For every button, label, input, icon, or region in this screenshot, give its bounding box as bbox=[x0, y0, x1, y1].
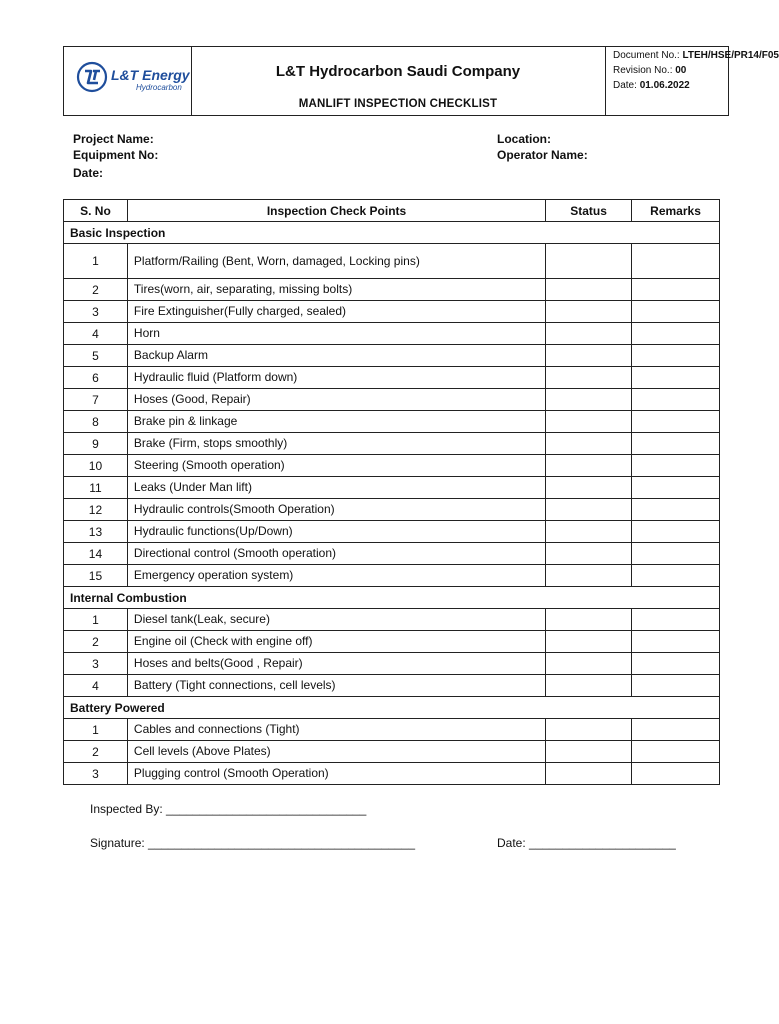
row-number: 13 bbox=[64, 521, 128, 543]
remarks-cell[interactable] bbox=[632, 719, 720, 741]
row-number: 4 bbox=[64, 675, 128, 697]
table-row bbox=[64, 455, 720, 477]
row-number: 7 bbox=[64, 389, 128, 411]
status-cell[interactable] bbox=[546, 543, 632, 565]
section-title: Internal Combustion bbox=[64, 587, 720, 609]
row-number: 15 bbox=[64, 565, 128, 587]
header-sno: S. No bbox=[64, 200, 128, 222]
document-control-cell bbox=[605, 47, 779, 115]
header-remarks: Remarks bbox=[632, 200, 720, 222]
logo-subtitle: Hydrocarbon bbox=[136, 83, 182, 92]
remarks-cell[interactable] bbox=[632, 609, 720, 631]
row-number: 3 bbox=[64, 653, 128, 675]
remarks-cell[interactable] bbox=[632, 279, 720, 301]
footer-date-field[interactable]: Date: ______________________ bbox=[497, 836, 676, 850]
status-cell[interactable] bbox=[546, 763, 632, 785]
row-number: 2 bbox=[64, 279, 128, 301]
status-cell[interactable] bbox=[546, 433, 632, 455]
remarks-cell[interactable] bbox=[632, 675, 720, 697]
remarks-cell[interactable] bbox=[632, 323, 720, 345]
table-row bbox=[64, 477, 720, 499]
header-status: Status bbox=[546, 200, 632, 222]
status-cell[interactable] bbox=[546, 499, 632, 521]
remarks-cell[interactable] bbox=[632, 653, 720, 675]
section-row bbox=[64, 587, 720, 609]
check-point: Steering (Smooth operation) bbox=[127, 455, 545, 477]
check-point: Hydraulic functions(Up/Down) bbox=[127, 521, 545, 543]
table-row bbox=[64, 323, 720, 345]
remarks-cell[interactable] bbox=[632, 477, 720, 499]
row-number: 1 bbox=[64, 609, 128, 631]
header-check-points: Inspection Check Points bbox=[127, 200, 545, 222]
remarks-cell[interactable] bbox=[632, 543, 720, 565]
row-number: 1 bbox=[64, 244, 128, 279]
check-point: Brake pin & linkage bbox=[127, 411, 545, 433]
operator-name-label: Operator Name: bbox=[497, 148, 588, 162]
table-row bbox=[64, 565, 720, 587]
status-cell[interactable] bbox=[546, 279, 632, 301]
section-title: Basic Inspection bbox=[64, 222, 720, 244]
row-number: 5 bbox=[64, 345, 128, 367]
table-row bbox=[64, 741, 720, 763]
date-label: Date: bbox=[73, 166, 104, 180]
status-cell[interactable] bbox=[546, 719, 632, 741]
table-row bbox=[64, 719, 720, 741]
lt-logo-icon bbox=[76, 61, 108, 93]
table-row bbox=[64, 367, 720, 389]
status-cell[interactable] bbox=[546, 675, 632, 697]
status-cell[interactable] bbox=[546, 653, 632, 675]
signature-field[interactable]: Signature: ________________________________________ bbox=[90, 836, 415, 850]
status-cell[interactable] bbox=[546, 741, 632, 763]
row-number: 2 bbox=[64, 631, 128, 653]
status-cell[interactable] bbox=[546, 367, 632, 389]
status-cell[interactable] bbox=[546, 389, 632, 411]
status-cell[interactable] bbox=[546, 345, 632, 367]
status-cell[interactable] bbox=[546, 521, 632, 543]
row-number: 4 bbox=[64, 323, 128, 345]
table-body bbox=[64, 222, 720, 785]
remarks-cell[interactable] bbox=[632, 521, 720, 543]
document-number: Document No.: LTEH/HSE/PR14/F05 bbox=[613, 50, 779, 61]
logo-brand: L&T Energy bbox=[111, 67, 190, 83]
project-name-label: Project Name: bbox=[73, 132, 154, 146]
table-row bbox=[64, 543, 720, 565]
row-number: 1 bbox=[64, 719, 128, 741]
remarks-cell[interactable] bbox=[632, 631, 720, 653]
check-point: Fire Extinguisher(Fully charged, sealed) bbox=[127, 301, 545, 323]
check-point: Battery (Tight connections, cell levels) bbox=[127, 675, 545, 697]
section-title: Battery Powered bbox=[64, 697, 720, 719]
remarks-cell[interactable] bbox=[632, 244, 720, 279]
row-number: 10 bbox=[64, 455, 128, 477]
status-cell[interactable] bbox=[546, 609, 632, 631]
check-point: Leaks (Under Man lift) bbox=[127, 477, 545, 499]
table-row bbox=[64, 279, 720, 301]
check-point: Directional control (Smooth operation) bbox=[127, 543, 545, 565]
check-point: Hoses (Good, Repair) bbox=[127, 389, 545, 411]
inspection-checklist-table bbox=[63, 199, 720, 785]
remarks-cell[interactable] bbox=[632, 499, 720, 521]
section-row bbox=[64, 222, 720, 244]
remarks-cell[interactable] bbox=[632, 301, 720, 323]
document-header bbox=[63, 46, 779, 116]
table-row bbox=[64, 411, 720, 433]
check-point: Hoses and belts(Good , Repair) bbox=[127, 653, 545, 675]
check-point: Cables and connections (Tight) bbox=[127, 719, 545, 741]
status-cell[interactable] bbox=[546, 631, 632, 653]
check-point: Diesel tank(Leak, secure) bbox=[127, 609, 545, 631]
row-number: 12 bbox=[64, 499, 128, 521]
row-number: 6 bbox=[64, 367, 128, 389]
table-header-row bbox=[64, 200, 720, 222]
check-point: Hydraulic fluid (Platform down) bbox=[127, 367, 545, 389]
table-row bbox=[64, 675, 720, 697]
row-number: 14 bbox=[64, 543, 128, 565]
check-point: Platform/Railing (Bent, Worn, damaged, Locking pins) bbox=[127, 244, 545, 279]
document-title: MANLIFT INSPECTION CHECKLIST bbox=[298, 98, 498, 110]
remarks-cell[interactable] bbox=[632, 565, 720, 587]
remarks-cell[interactable] bbox=[632, 345, 720, 367]
section-row bbox=[64, 697, 720, 719]
table-row bbox=[64, 521, 720, 543]
status-cell[interactable] bbox=[546, 244, 632, 279]
table-row bbox=[64, 433, 720, 455]
remarks-cell[interactable] bbox=[632, 411, 720, 433]
company-name: L&T Hydrocarbon Saudi Company bbox=[275, 63, 521, 80]
status-cell[interactable] bbox=[546, 301, 632, 323]
row-number: 3 bbox=[64, 301, 128, 323]
remarks-cell[interactable] bbox=[632, 367, 720, 389]
inspected-by-field[interactable]: Inspected By: ______________________________ bbox=[90, 802, 367, 816]
check-point: Emergency operation system) bbox=[127, 565, 545, 587]
row-number: 3 bbox=[64, 763, 128, 785]
table-row bbox=[64, 631, 720, 653]
table-row bbox=[64, 653, 720, 675]
location-label: Location: bbox=[497, 132, 551, 146]
logo-cell bbox=[64, 47, 192, 115]
revision-number: Revision No.: 00 bbox=[613, 65, 687, 76]
check-point: Hydraulic controls(Smooth Operation) bbox=[127, 499, 545, 521]
table-row bbox=[64, 301, 720, 323]
status-cell[interactable] bbox=[546, 411, 632, 433]
table-row bbox=[64, 763, 720, 785]
check-point: Tires(worn, air, separating, missing bolts) bbox=[127, 279, 545, 301]
remarks-cell[interactable] bbox=[632, 741, 720, 763]
status-cell[interactable] bbox=[546, 455, 632, 477]
check-point: Backup Alarm bbox=[127, 345, 545, 367]
check-point: Engine oil (Check with engine off) bbox=[127, 631, 545, 653]
row-number: 9 bbox=[64, 433, 128, 455]
status-cell[interactable] bbox=[546, 323, 632, 345]
remarks-cell[interactable] bbox=[632, 455, 720, 477]
status-cell[interactable] bbox=[546, 477, 632, 499]
table-row bbox=[64, 244, 720, 279]
table-row bbox=[64, 345, 720, 367]
title-cell bbox=[191, 47, 606, 115]
table-row bbox=[64, 609, 720, 631]
table-row bbox=[64, 499, 720, 521]
row-number: 8 bbox=[64, 411, 128, 433]
row-number: 11 bbox=[64, 477, 128, 499]
check-point: Cell levels (Above Plates) bbox=[127, 741, 545, 763]
status-cell[interactable] bbox=[546, 565, 632, 587]
remarks-cell[interactable] bbox=[632, 389, 720, 411]
remarks-cell[interactable] bbox=[632, 763, 720, 785]
check-point: Horn bbox=[127, 323, 545, 345]
equipment-no-label: Equipment No: bbox=[73, 148, 159, 162]
remarks-cell[interactable] bbox=[632, 433, 720, 455]
table-row bbox=[64, 389, 720, 411]
row-number: 2 bbox=[64, 741, 128, 763]
check-point: Plugging control (Smooth Operation) bbox=[127, 763, 545, 785]
check-point: Brake (Firm, stops smoothly) bbox=[127, 433, 545, 455]
document-date: Date: 01.06.2022 bbox=[613, 80, 690, 91]
